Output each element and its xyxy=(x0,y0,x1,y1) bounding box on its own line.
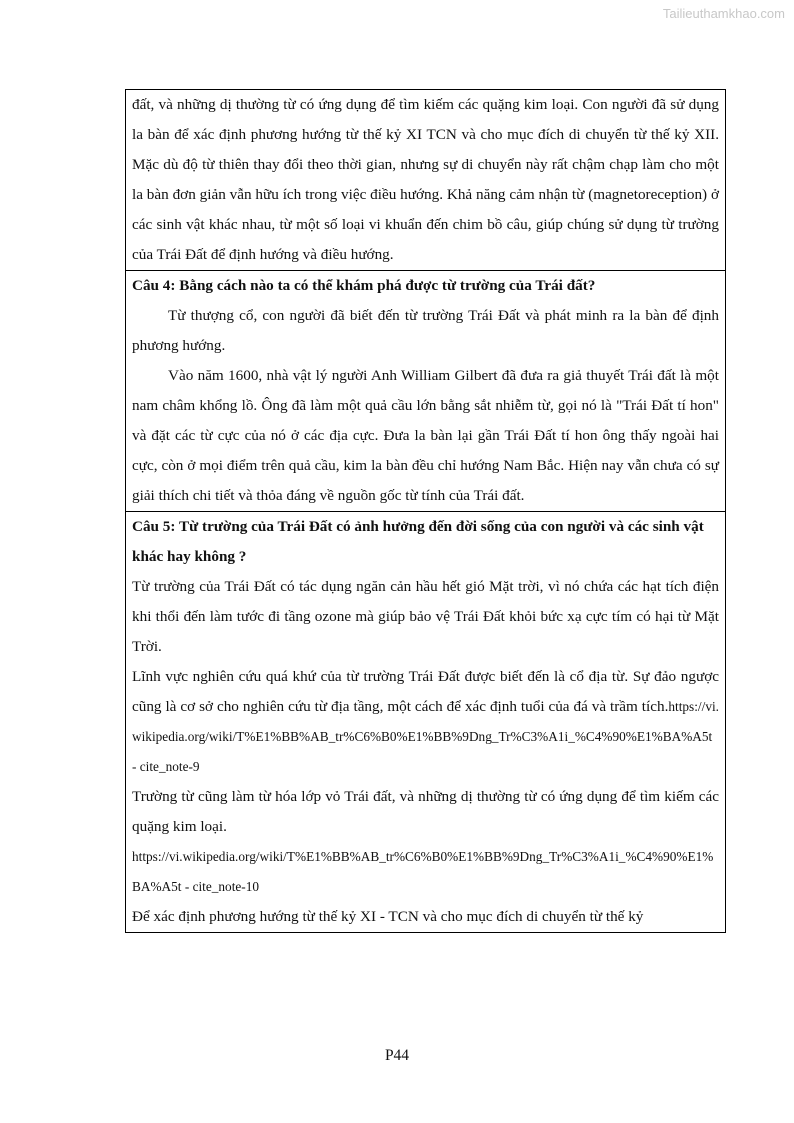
table-row xyxy=(126,90,726,271)
paragraph-text: Lĩnh vực nghiên cứu quá khứ của từ trường Trái Đất được biết đến là cổ địa từ. Sự đảo ngược cũng là cơ sở cho nghiên cứu từ địa tầng, một cách để xác định tuổi của đá và trầm tích. xyxy=(132,668,719,715)
content-table xyxy=(125,89,726,933)
question-heading: Câu 4: Bằng cách nào ta có thể khám phá được từ trường của Trái đất? xyxy=(132,277,596,294)
paragraph xyxy=(132,662,719,782)
citation-link[interactable]: https://vi.wikipedia.org/wiki/T%E1%BB%AB_tr%C6%B0%E1%BB%9Dng_Tr%C3%A1i_%C4%90%E1%BA%A5t - cite_note-10 xyxy=(132,849,714,894)
question-heading: Câu 5: Từ trường của Trái Đất có ảnh hưởng đến đời sống của con người và các sinh vật khác hay không ? xyxy=(132,518,704,565)
paragraph: Trường từ cũng làm từ hóa lớp vỏ Trái đất, và những dị thường từ có ứng dụng để tìm kiếm các quặng kim loại. xyxy=(132,788,719,835)
table-cell xyxy=(126,271,726,512)
watermark: Tailieuthamkhao.com xyxy=(662,6,785,21)
page-number: P44 xyxy=(384,1047,410,1064)
paragraph: Từ trường của Trái Đất có tác dụng ngăn cản hầu hết gió Mặt trời, vì nó chứa các hạt tích điện khi thổi đến làm tước đi tầng ozone mà giúp bảo vệ Trái Đất khỏi bức xạ cực tím có hại từ Mặt Trời. xyxy=(132,578,719,655)
table-row xyxy=(126,271,726,512)
paragraph: đất, và những dị thường từ có ứng dụng để tìm kiếm các quặng kim loại. Con người đã sử dụng la bàn để xác định phương hướng từ thế kỷ XI TCN và cho mục đích di chuyển từ thế kỷ XII. Mặc dù độ từ thiên thay đổi theo thời gian, nhưng sự di chuyển này rất chậm chạp làm cho một la bàn đơn giản vẫn hữu ích trong việc điều hướng. Khả năng cảm nhận từ (magnetoreception) ở các sinh vật khác nhau, từ một số loại vi khuẩn đến chim bồ câu, giúp chúng sử dụng từ trường của Trái Đất để định hướng và điều hướng. xyxy=(132,96,719,263)
table-row xyxy=(126,512,726,933)
table-cell xyxy=(126,90,726,271)
paragraph: Để xác định phương hướng từ thế kỷ XI - TCN và cho mục đích di chuyển từ thế kỷ xyxy=(132,908,644,925)
citation-link[interactable]: https://vi.wikipedia.org/wiki/T%E1%BB%AB_tr%C6%B0%E1%BB%9Dng_Tr%C3%A1i_%C4%90%E1%BA%A5t - cite_note-9 xyxy=(132,699,719,774)
paragraph: Vào năm 1600, nhà vật lý người Anh William Gilbert đã đưa ra giả thuyết Trái đất là một nam châm khổng lồ. Ông đã làm một quả cầu lớn bằng sắt nhiễm từ, gọi nó là "Trái Đất tí hon" và đặt các từ cực của nó ở các địa cực. Đưa la bàn lại gần Trái Đất tí hon ông thấy ngoài hai cực, còn ở mọi điểm trên quả cầu, kim la bàn đều chỉ hướng Nam Bắc. Hiện nay vẫn chưa có sự giải thích chi tiết và thỏa đáng về nguồn gốc từ tính của Trái đất. xyxy=(132,367,719,504)
paragraph: Từ thượng cổ, con người đã biết đến từ trường Trái Đất và phát minh ra la bàn để định phương hướng. xyxy=(132,307,719,354)
table-cell xyxy=(126,512,726,933)
